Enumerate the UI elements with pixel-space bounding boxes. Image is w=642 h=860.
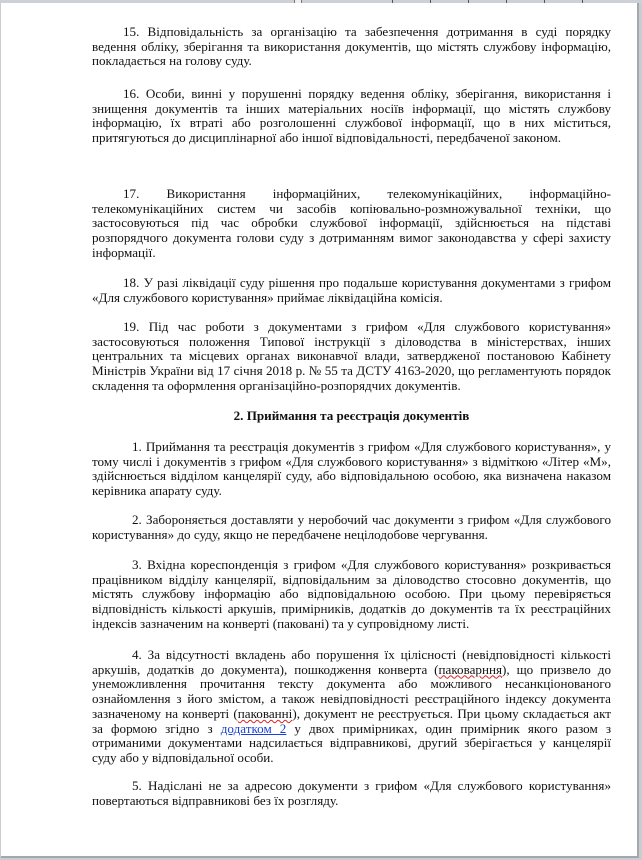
paragraph-18: 18. У разі ліквідації суду рішення про подальше користування документами з грифом «Для службового користування» приймає ліквідаційна комісія.	[92, 275, 611, 305]
section2-paragraph-3: 3. Вхідна кореспонденція з грифом «Для службового користування» розкривається працівником відділу канцелярії, відповідальним за діловодство стосовно документів, що містять службову інформацію або відповідальною особою. При цьому перевіряється відповідність кількості аркушів, примірників, додатків до документів та їх реєстраційних індексів зазначеним на конверті (паковані) та у супровідному листі.	[92, 557, 611, 631]
misspelled-word[interactable]: паковарння	[438, 661, 503, 677]
section2-paragraph-1: 1. Приймання та реєстрація документів з грифом «Для службового користування», у тому числі і документів з грифом «Для службового користування» з відміткою «Літер «М», здійснюється відділом канцелярії суду, або відповідальною особою, яка визначена наказом керівника апарату суду.	[92, 439, 611, 499]
section2-paragraph-5: 5. Надіслані не за адресою документи з грифом «Для службового користування» повертаються відправникові без їх розгляду.	[92, 778, 611, 808]
paragraph-text: ), що призвело до унеможливлення прочитання тексту документа або можливого несанкціонованого ознайомлення з його змістом, а також невідповідності реєстраційного індексу документа зазначеному на конверті (	[92, 661, 611, 721]
misspelled-word[interactable]: пакованні	[237, 705, 293, 721]
paragraph-16: 16. Особи, винні у порушенні порядку ведення обліку, зберігання, використання і знищення документів та інших матеріальних носіїв інформації, що містять службову інформацію, їх втраті або розголошенні службової інформації, що в них міститься, притягуються до дисциплінарної або іншої відповідальності, передбаченої законом.	[92, 86, 611, 146]
paragraph-text: ), документ не реєструється. При цьому складається акт за формою згідно з	[92, 705, 612, 736]
section2-paragraph-4	[92, 648, 611, 766]
paragraph-17: 17. Використання інформаційних, телекомунікаційних, інформаційно-телекомунікаційних систем чи засобів копіювально-розмножувальної техніки, що застосовуються під час обробки службової інформації, здійснюється на підставі розпорядчого документа голови суду з дотриманням вимог законодавства у сфері захисту інформації.	[92, 186, 611, 260]
document-page[interactable]	[1, 3, 639, 858]
paragraph-19: 19. Під час роботи з документами з грифом «Для службового користування» застосовуються положення Типової інструкції з діловодства в міністерствах, інших центральних та місцевих органах виконавчої влади, затвердженої постановою Кабінету Міністрів України від 17 січня 2018 р. № 55 та ДСТУ 4163-2020, що регламентують порядок складення та оформлення організаційно-розпорядчих документів.	[92, 319, 611, 393]
paragraph-text: у двох примірниках, один примірник якого разом з отриманими документами надсилається відправникові, другий зберігається у канцелярії суду або у відповідальної особи.	[92, 720, 611, 765]
section2-paragraph-2: 2. Забороняється доставляти у неробочий час документи з грифом «Для службового користування» до суду, якщо не передбачене нецілодобове чергування.	[92, 512, 611, 542]
appendix-2-link[interactable]: додатком 2	[220, 720, 287, 736]
section-heading: 2. Приймання та реєстрація документів	[233, 408, 470, 423]
paragraph-15: 15. Відповідальність за організацію та забезпечення дотримання в суді порядку ведення обліку, зберігання та використання документів, що містять службову інформацію, покладається на голову суду.	[92, 24, 611, 69]
paragraph-text: 4. За відсутності вкладень або порушення їх цілісності (невідповідності кількості аркушів, додатків до документа), пошкодження конверта (	[92, 647, 611, 677]
